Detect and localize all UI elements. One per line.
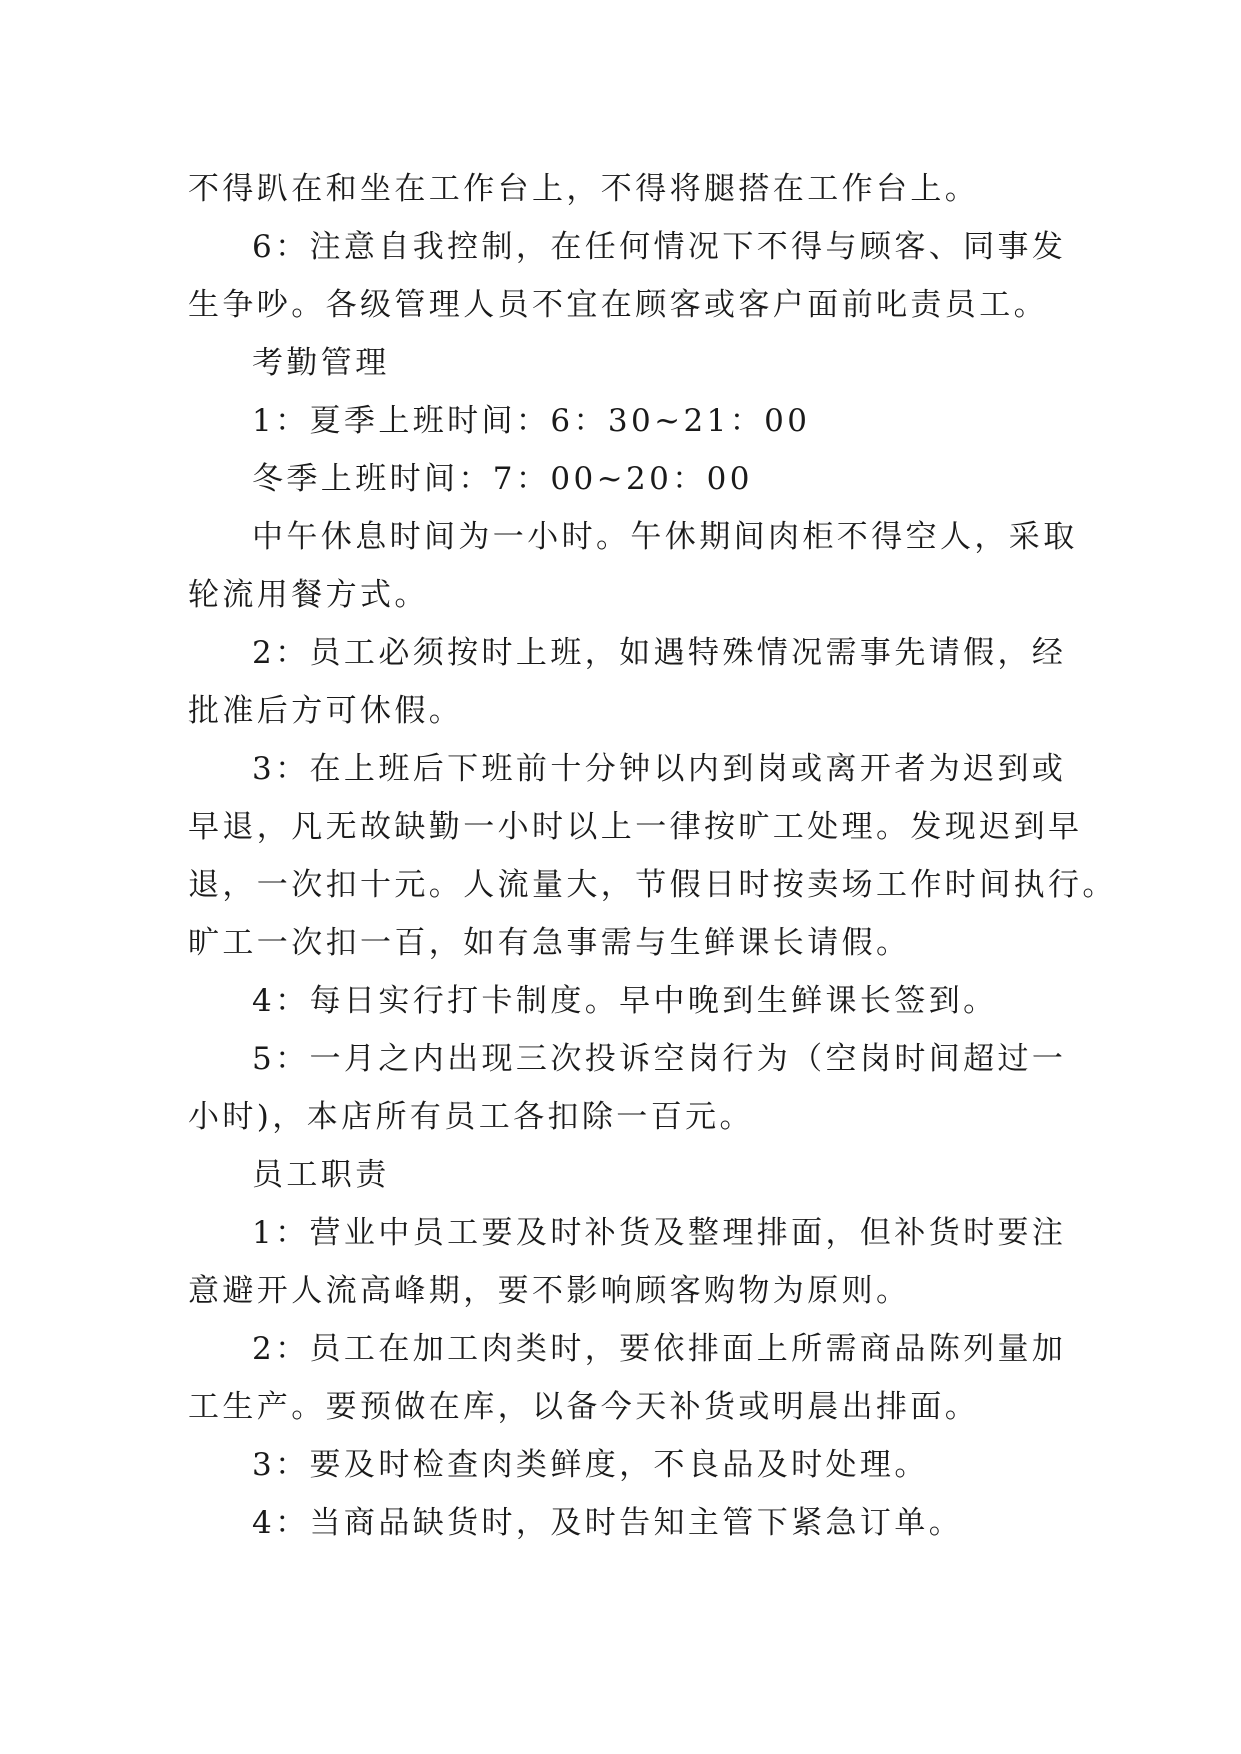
paragraph-line: 5：一月之内出现三次投诉空岗行为（空岗时间超过一 <box>252 1041 1067 1077</box>
document-body <box>188 160 1117 1552</box>
paragraph-line: 3：要及时检查肉类鲜度，不良品及时处理。 <box>252 1447 929 1483</box>
paragraph-line: 不得趴在和坐在工作台上，不得将腿搭在工作台上。 <box>188 171 980 207</box>
paragraph-line: 6：注意自我控制，在任何情况下不得与顾客、同事发 <box>252 229 1067 265</box>
paragraph-line: 中午休息时间为一小时。午休期间肉柜不得空人，采取 <box>252 519 1078 555</box>
section-heading: 考勤管理 <box>252 345 390 381</box>
section-heading: 员工职责 <box>252 1157 390 1193</box>
paragraph-line: 批准后方可休假。 <box>188 693 464 729</box>
paragraph-line: 工生产。要预做在库，以备今天补货或明晨出排面。 <box>188 1389 980 1425</box>
paragraph-line: 2：员工必须按时上班，如遇特殊情况需事先请假，经 <box>252 635 1067 671</box>
paragraph-line: 旷工一次扣一百，如有急事需与生鲜课长请假。 <box>188 925 911 961</box>
paragraph-line: 1：夏季上班时间：6：30~21：00 <box>252 403 811 439</box>
paragraph-line: 1：营业中员工要及时补货及整理排面，但补货时要注 <box>252 1215 1067 1251</box>
paragraph-line: 退，一次扣十元。人流量大，节假日时按卖场工作时间执行。 <box>188 867 1117 903</box>
paragraph-line: 小时)，本店所有员工各扣除一百元。 <box>188 1099 754 1135</box>
paragraph-line: 早退，凡无故缺勤一小时以上一律按旷工处理。发现迟到早 <box>188 809 1083 845</box>
paragraph-line: 3：在上班后下班前十分钟以内到岗或离开者为迟到或 <box>252 751 1067 787</box>
paragraph-line: 2：员工在加工肉类时，要依排面上所需商品陈列量加 <box>252 1331 1067 1367</box>
paragraph-line: 4：每日实行打卡制度。早中晚到生鲜课长签到。 <box>252 983 998 1019</box>
paragraph-line: 生争吵。各级管理人员不宜在顾客或客户面前叱责员工。 <box>188 287 1048 323</box>
paragraph-line: 冬季上班时间：7：00~20：00 <box>252 461 753 497</box>
paragraph-line: 轮流用餐方式。 <box>188 577 429 613</box>
paragraph-line: 4：当商品缺货时，及时告知主管下紧急订单。 <box>252 1505 964 1541</box>
paragraph-line: 意避开人流高峰期，要不影响顾客购物为原则。 <box>188 1273 911 1309</box>
